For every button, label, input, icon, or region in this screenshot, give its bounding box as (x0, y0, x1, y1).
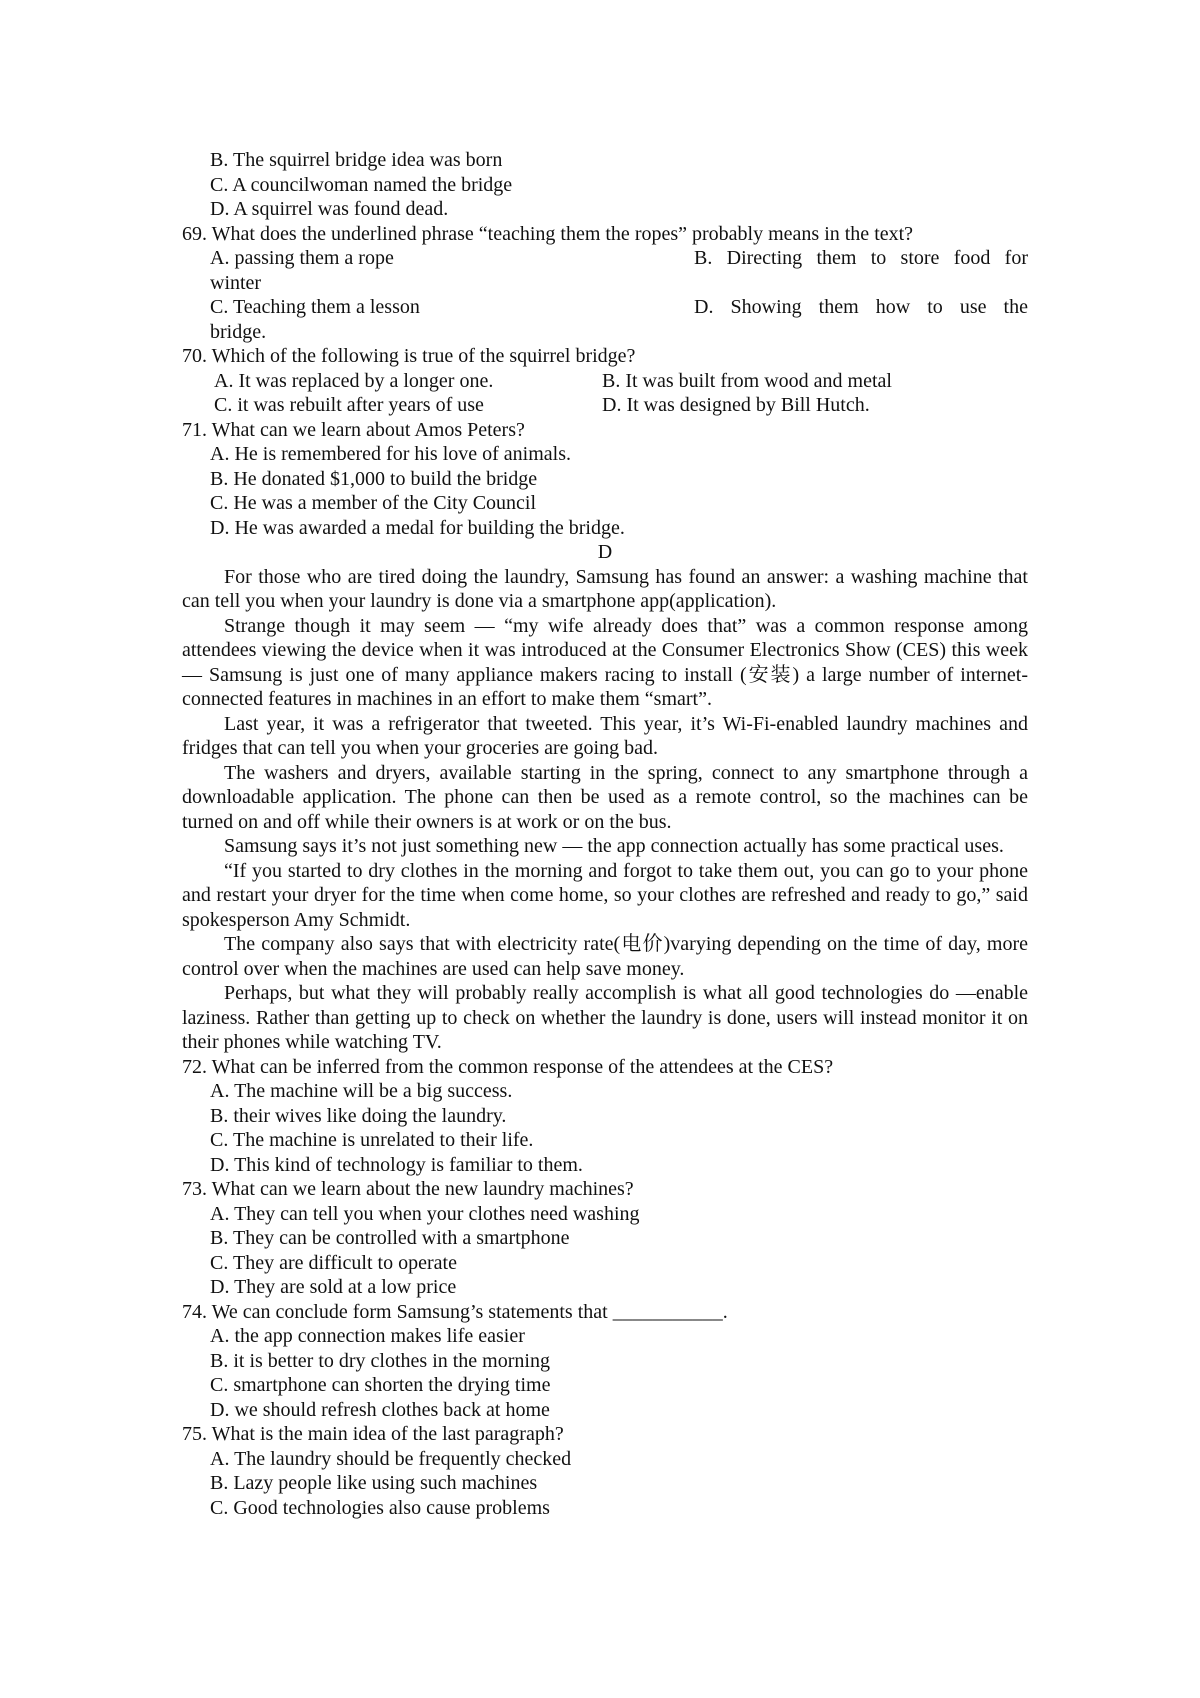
option-b: B. He donated $1,000 to build the bridge (210, 467, 538, 490)
option-b: B. It was built from wood and metal (602, 369, 892, 392)
option-a: A. They can tell you when your clothes need washing (210, 1202, 640, 1225)
option-c: C. The machine is unrelated to their life. (210, 1129, 534, 1151)
option-d: D. They are sold at a low price (210, 1276, 457, 1298)
question-68-options (182, 148, 1028, 222)
question-stem: 75. What is the main idea of the last paragraph? (182, 1423, 564, 1445)
question-stem: 73. What can we learn about the new laundry machines? (182, 1178, 634, 1200)
option-b: B. their wives like doing the laundry. (210, 1104, 507, 1127)
question-75 (182, 1422, 1028, 1520)
paragraph: Strange though it may seem — “my wife already does that” was a common response among attendees viewing the device when it was introduced at the Consumer Electronics Show (CES) this week — Samsung is just one of many appliance makers racing to install (安装) a large number of internet-connected features in machines in an effort to make them “smart”. (182, 614, 1028, 710)
paragraph: Perhaps, but what they will probably really accomplish is what all good technologies do —enable laziness. Rather than getting up to check on whether the laundry is done, users will instead monitor it on their phones while watching TV. (182, 982, 1028, 1053)
option-row (182, 393, 1028, 418)
question-stem: 72. What can be inferred from the common response of the attendees at the CES? (182, 1055, 834, 1078)
option-d-wrap: bridge. (210, 320, 267, 343)
option-d: D. Showing them how to use the (694, 296, 1028, 318)
option-b: B. it is better to dry clothes in the morning (210, 1349, 550, 1372)
option-a: A. the app connection makes life easier (210, 1325, 525, 1347)
option-a: A. It was replaced by a longer one. (214, 369, 494, 392)
paragraph: The washers and dryers, available starting in the spring, connect to any smartphone through a downloadable application. The phone can then be used as a remote control, so the machines can be turned on and off while their owners is at work or on the bus. (182, 761, 1028, 833)
option-d: D. It was designed by Bill Hutch. (602, 394, 870, 416)
question-stem: 74. We can conclude form Samsung’s statements that ___________. (182, 1300, 728, 1323)
question-stem: 70. Which of the following is true of the squirrel bridge? (182, 345, 636, 367)
option-row (182, 295, 1028, 320)
option-d: D. we should refresh clothes back at home (210, 1398, 550, 1421)
paragraph: Samsung says it’s not just something new — the app connection actually has some practical uses. (224, 835, 1004, 857)
option-d: D. This kind of technology is familiar to them. (210, 1153, 583, 1176)
question-74 (182, 1300, 1028, 1423)
option-a: A. passing them a rope (210, 247, 394, 269)
option-c: C. Good technologies also cause problems (210, 1496, 550, 1519)
exam-page (182, 148, 1028, 1520)
question-72 (182, 1055, 1028, 1178)
question-stem: 71. What can we learn about Amos Peters? (182, 418, 525, 441)
option-c: C. They are difficult to operate (210, 1251, 457, 1274)
option-row (182, 246, 1028, 271)
question-69 (182, 222, 1028, 345)
question-71 (182, 418, 1028, 541)
option-b: B. They can be controlled with a smartphone (210, 1227, 570, 1249)
option-a: A. The laundry should be frequently checked (210, 1447, 572, 1470)
option-a: A. He is remembered for his love of animals. (210, 443, 572, 465)
option-b-wrap: winter (210, 271, 262, 294)
option-b: B. The squirrel bridge idea was born (210, 149, 503, 171)
question-70 (182, 344, 1028, 418)
option-b: B. Directing them to store food for (694, 247, 1028, 269)
option-c: C. A councilwoman named the bridge (210, 173, 513, 196)
option-c: C. smartphone can shorten the drying time (210, 1374, 551, 1396)
option-c: C. He was a member of the City Council (210, 492, 537, 514)
paragraph: For those who are tired doing the laundry, Samsung has found an answer: a washing machine that can tell you when your laundry is done via a smartphone app(application). (182, 565, 1028, 612)
section-heading: D (597, 541, 613, 563)
paragraph: “If you started to dry clothes in the morning and forgot to take them out, you can go to your phone and restart your dryer for the time when come home, so your clothes are refreshed and ready to go,” said spokesperson Amy Schmidt. (182, 859, 1028, 931)
option-a: A. The machine will be a big success. (210, 1080, 513, 1102)
question-stem: 69. What does the underlined phrase “teaching them the ropes” probably means in the text? (182, 222, 914, 245)
option-d: D. He was awarded a medal for building the bridge. (210, 516, 625, 539)
option-b: B. Lazy people like using such machines (210, 1472, 538, 1494)
question-73 (182, 1177, 1028, 1300)
option-c: C. it was rebuilt after years of use (214, 394, 484, 416)
option-d: D. A squirrel was found dead. (210, 198, 449, 220)
paragraph: The company also says that with electricity rate(电价)varying depending on the time of day, more control over when the machines are used can help save money. (182, 933, 1028, 980)
option-c: C. Teaching them a lesson (210, 296, 420, 318)
option-row (182, 369, 1028, 394)
reading-passage (182, 565, 1028, 1055)
paragraph: Last year, it was a refrigerator that tweeted. This year, it’s Wi-Fi-enabled laundry machines and fridges that can tell you when your groceries are going bad. (182, 712, 1028, 759)
